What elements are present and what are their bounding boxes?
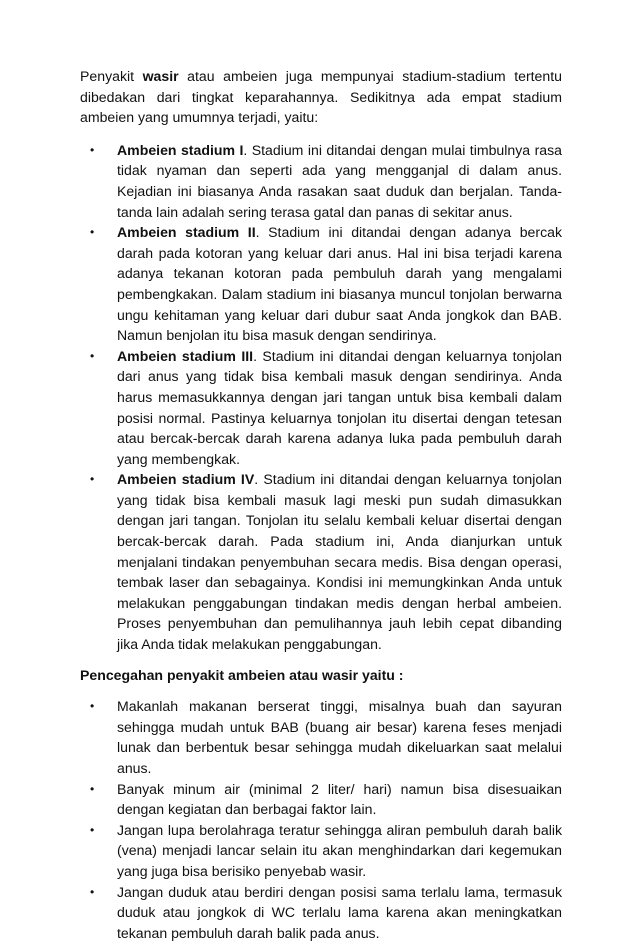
prevention-text: Makanlah makanan berserat tinggi, misalnya buah dan sayuran sehingga mudah untuk BAB (buang air besar) karena feses menjadi lunak dan berbentuk besar sehingga mudah dikeluarkan saat melalui anus.	[117, 698, 562, 776]
prevention-heading: Pencegahan penyakit ambeien atau wasir yaitu :	[80, 666, 404, 683]
bullet-icon: •	[90, 142, 95, 157]
bullet-icon: •	[90, 781, 95, 796]
stage-item	[80, 469, 562, 654]
prevention-list	[80, 696, 562, 943]
stage-title: Ambeien stadium III	[117, 347, 254, 364]
bullet-icon: •	[90, 884, 95, 899]
intro-keyword: wasir	[142, 68, 179, 84]
stage-title: Ambeien stadium IV	[117, 471, 255, 488]
stage-text: . Stadium ini ditandai dengan adanya bercak darah pada kotoran yang keluar dari anus. Hal ini bisa terjadi karena adanya tekanan kotoran pada pembuluh darah yang mengalami pembengkakan. Dalam stadium ini biasanya muncul tonjolan berwarna ungu kehitaman yang keluar dari dubur saat Anda jongkok dan BAB. Namun benjolan itu bisa masuk dengan sendirinya.	[117, 224, 562, 344]
bullet-icon: •	[90, 348, 95, 363]
document-body	[80, 66, 562, 943]
prevention-item	[80, 696, 562, 778]
stage-item	[80, 140, 562, 222]
stage-text: . Stadium ini ditandai dengan keluarnya tonjolan dari anus yang tidak bisa kembali masuk dengan sendirinya. Anda harus memasukkannya dengan jari tangan untuk bisa kembali dalam posisi normal. Pastinya keluarnya tonjolan itu disertai dengan tetesan atau bercak-bercak darah karena adanya luka pada pembuluh darah yang membengkak.	[117, 347, 562, 467]
bullet-icon: •	[90, 822, 95, 837]
stage-title: Ambeien stadium I	[117, 141, 244, 158]
stage-text: . Stadium ini ditandai dengan keluarnya tonjolan yang tidak bisa kembali masuk lagi meski pun sudah dimasukkan dengan jari tangan. Tonjolan itu selalu kembali keluar disertai dengan bercak-bercak darah. Pada stadium ini, Anda dianjurkan untuk menjalani tindakan penyembuhan secara medis. Bisa dengan operasi, tembak laser dan sebagainya. Kondisi ini memungkinkan Anda untuk melakukan penggabungan tindakan medis dengan herbal ambeien. Proses penyembuhan dan pemulihannya jauh lebih cepat dibanding jika Anda tidak melakukan penggabungan.	[117, 471, 563, 653]
stage-title: Ambeien stadium II	[117, 224, 256, 241]
stage-text: . Stadium ini ditandai dengan mulai timbulnya rasa tidak nyaman dan seperti ada yang mengganjal di dalam anus. Kejadian ini biasanya Anda rasakan saat duduk dan berjalan. Tanda-tanda lain adalah sering terasa gatal dan panas di sekitar anus.	[117, 141, 562, 220]
intro-prefix: Penyakit	[80, 68, 143, 84]
prevention-item	[80, 820, 562, 882]
prevention-item	[80, 882, 562, 943]
stage-item	[80, 222, 562, 346]
prevention-text: Jangan duduk atau berdiri dengan posisi sama terlalu lama, termasuk duduk atau jongkok di WC terlalu lama karena akan meningkatkan tekanan pembuluh darah balik pada anus.	[117, 883, 562, 941]
intro-paragraph	[80, 66, 562, 128]
prevention-text: Jangan lupa berolahraga teratur sehingga aliran pembuluh darah balik (vena) menjadi lancar selain itu akan menghindarkan dari kegemukan yang juga bisa berisiko penyebab wasir.	[117, 821, 562, 879]
stage-item	[80, 346, 562, 470]
bullet-icon: •	[90, 472, 95, 487]
prevention-item	[80, 779, 562, 820]
prevention-text: Banyak minum air (minimal 2 liter/ hari) namun bisa disesuaikan dengan kegiatan dan berbagai faktor lain.	[117, 780, 562, 818]
stage-list	[80, 140, 562, 655]
bullet-icon: •	[90, 225, 95, 240]
intro-text: atau ambeien juga mempunyai stadium-stadium tertentu dibedakan dari tingkat keparahannya. Sedikitnya ada empat stadium ambeien yang umumnya terjadi, yaitu:	[80, 68, 562, 126]
bullet-icon: •	[90, 699, 95, 714]
